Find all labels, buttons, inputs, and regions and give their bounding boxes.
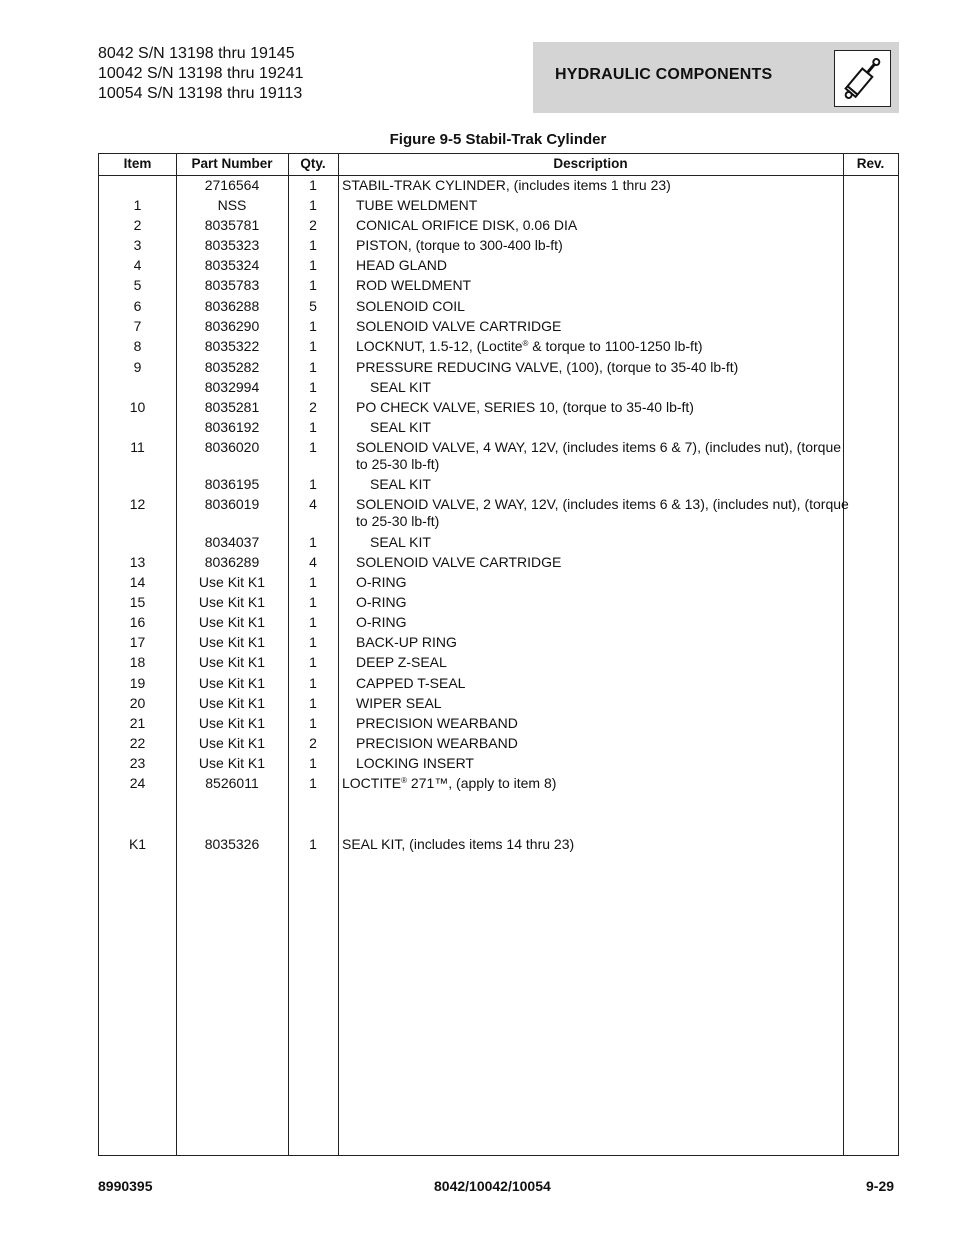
- description-text-cont: & torque to 1100-1250 lb-ft): [528, 338, 703, 354]
- quantity: 2: [309, 735, 317, 751]
- part-number: 8036288: [204, 298, 260, 314]
- item-number: 14: [129, 574, 146, 590]
- item-number: 4: [133, 257, 142, 273]
- item-number: 24: [129, 775, 146, 791]
- description-text: SEAL KIT, (includes items 14 thru 23): [342, 836, 575, 852]
- column-header-part-number: Part Number: [191, 156, 273, 171]
- quantity: 1: [309, 197, 317, 213]
- description: [370, 476, 865, 493]
- quantity: 1: [309, 379, 317, 395]
- item-number: 21: [129, 715, 146, 731]
- item-number: 10: [129, 399, 146, 415]
- quantity: 4: [309, 554, 317, 570]
- description: [356, 318, 851, 335]
- part-number: 2716564: [204, 177, 260, 193]
- description-text: PISTON, (torque to 300-400 lb-ft): [356, 237, 563, 253]
- part-number: 8036290: [204, 318, 260, 334]
- column-header-qty: Qty.: [300, 156, 326, 171]
- description-text: SOLENOID VALVE CARTRIDGE: [356, 318, 562, 334]
- item-number: 2: [133, 217, 142, 233]
- description-text: ROD WELDMENT: [356, 277, 472, 293]
- part-number: Use Kit K1: [198, 755, 266, 771]
- model-serial-line: 10054 S/N 13198 thru 19113: [98, 85, 303, 102]
- item-number: 20: [129, 695, 146, 711]
- description: [370, 534, 865, 551]
- item-number: 3: [133, 237, 142, 253]
- item-number: 23: [129, 755, 146, 771]
- footer-doc-number: 8990395: [98, 1178, 153, 1194]
- description: [356, 574, 851, 591]
- quantity: 1: [309, 419, 317, 435]
- quantity: 1: [309, 257, 317, 273]
- part-number: 8526011: [205, 775, 259, 791]
- column-divider: [338, 154, 339, 1155]
- quantity: 1: [309, 715, 317, 731]
- item-number: 1: [133, 197, 142, 213]
- description-text: CONICAL ORIFICE DISK, 0.06 DIA: [356, 217, 578, 233]
- quantity: 1: [309, 439, 317, 455]
- section-header: [533, 42, 899, 113]
- quantity: 1: [309, 695, 317, 711]
- description-text: SOLENOID VALVE, 2 WAY, 12V, (includes items 6 & 13), (includes nut), (torque to 25-30 lb-ft): [356, 496, 853, 529]
- part-number: 8036192: [204, 419, 260, 435]
- part-number: Use Kit K1: [198, 695, 266, 711]
- description-text: LOCTITE: [342, 775, 402, 791]
- part-number: 8036020: [204, 439, 260, 455]
- description: [356, 695, 851, 712]
- quantity: 1: [309, 634, 317, 650]
- part-number: Use Kit K1: [198, 574, 266, 590]
- part-number: 8036289: [204, 554, 260, 570]
- item-number: 12: [129, 496, 146, 512]
- column-header-item: Item: [123, 156, 152, 171]
- description: [356, 439, 851, 473]
- description: [356, 496, 851, 530]
- part-number: 8035324: [204, 257, 260, 273]
- quantity: 2: [309, 217, 317, 233]
- quantity: 4: [309, 496, 317, 512]
- description-text-cont: 271™, (apply to item 8): [407, 775, 557, 791]
- description: [356, 298, 851, 315]
- description-text: SOLENOID VALVE CARTRIDGE: [356, 554, 562, 570]
- registered-mark: ®: [522, 339, 529, 348]
- quantity: 5: [309, 298, 317, 314]
- description-text: PRECISION WEARBAND: [356, 735, 518, 751]
- description-text: PO CHECK VALVE, SERIES 10, (torque to 35-40 lb-ft): [356, 399, 694, 415]
- quantity: 1: [309, 277, 317, 293]
- description: [370, 379, 865, 396]
- item-number: 5: [133, 277, 142, 293]
- item-number: 16: [129, 614, 146, 630]
- description: [342, 775, 837, 792]
- description-text: HEAD GLAND: [356, 257, 448, 273]
- part-number: 8036019: [204, 496, 260, 512]
- item-number: 7: [133, 318, 142, 334]
- description: [356, 675, 851, 692]
- description: [356, 735, 851, 752]
- description-text: SEAL KIT: [370, 419, 431, 435]
- description: [356, 277, 851, 294]
- description: [370, 419, 865, 436]
- description-text: SOLENOID VALVE, 4 WAY, 12V, (includes items 6 & 7), (includes nut), (torque to 25-30 lb-ft): [356, 439, 845, 472]
- description-text: O-RING: [356, 574, 407, 590]
- description-text: TUBE WELDMENT: [356, 197, 478, 213]
- quantity: 1: [309, 654, 317, 670]
- part-number: Use Kit K1: [198, 594, 266, 610]
- quantity: 1: [309, 594, 317, 610]
- description: [356, 654, 851, 671]
- description-text: DEEP Z-SEAL: [356, 654, 447, 670]
- part-number: 8035322: [204, 338, 260, 354]
- item-number: 22: [129, 735, 146, 751]
- hydraulic-cylinder-icon: [834, 50, 891, 107]
- description: [342, 177, 837, 194]
- item-number: 13: [129, 554, 146, 570]
- item-number: K1: [128, 836, 147, 852]
- part-number: 8035326: [204, 836, 260, 852]
- item-number: 19: [129, 675, 146, 691]
- quantity: 1: [309, 574, 317, 590]
- quantity: 1: [309, 675, 317, 691]
- description: [356, 338, 851, 355]
- quantity: 1: [309, 476, 317, 492]
- part-number: Use Kit K1: [198, 715, 266, 731]
- description-text: LOCKNUT, 1.5-12, (Loctite: [356, 338, 523, 354]
- part-number: 8036195: [204, 476, 260, 492]
- item-number: 18: [129, 654, 146, 670]
- description-text: SEAL KIT: [370, 476, 431, 492]
- description-text: O-RING: [356, 614, 407, 630]
- parts-table: [98, 153, 899, 1156]
- item-number: 9: [133, 359, 142, 375]
- description: [356, 554, 851, 571]
- header-divider: [99, 175, 898, 176]
- quantity: 1: [309, 237, 317, 253]
- description-text: O-RING: [356, 594, 407, 610]
- quantity: 1: [309, 318, 317, 334]
- item-number: 15: [129, 594, 146, 610]
- description: [356, 614, 851, 631]
- item-number: 8: [133, 338, 142, 354]
- description-text: SOLENOID COIL: [356, 298, 465, 314]
- part-number: 8035323: [204, 237, 260, 253]
- description: [356, 237, 851, 254]
- description: [342, 836, 837, 853]
- part-number: 8035783: [204, 277, 260, 293]
- quantity: 1: [309, 755, 317, 771]
- part-number: 8034037: [204, 534, 260, 550]
- column-header-description: Description: [553, 156, 628, 171]
- item-number: 11: [130, 439, 145, 455]
- item-number: 6: [133, 298, 142, 314]
- figure-title: Figure 9-5 Stabil-Trak Cylinder: [389, 131, 607, 148]
- quantity: 1: [309, 836, 317, 852]
- description: [356, 257, 851, 274]
- footer-page-number: 9-29: [866, 1178, 895, 1194]
- description: [356, 217, 851, 234]
- part-number: Use Kit K1: [198, 735, 266, 751]
- description-text: STABIL-TRAK CYLINDER, (includes items 1 thru 23): [342, 177, 671, 193]
- part-number: Use Kit K1: [198, 675, 266, 691]
- description-text: PRECISION WEARBAND: [356, 715, 518, 731]
- model-serial-line: 8042 S/N 13198 thru 19145: [98, 45, 295, 62]
- part-number: Use Kit K1: [198, 654, 266, 670]
- description: [356, 197, 851, 214]
- quantity: 1: [309, 534, 317, 550]
- description-text: CAPPED T-SEAL: [356, 675, 466, 691]
- model-serial-line: 10042 S/N 13198 thru 19241: [98, 65, 304, 82]
- description-text: SEAL KIT: [370, 379, 431, 395]
- part-number: Use Kit K1: [198, 614, 266, 630]
- part-number: 8035282: [204, 359, 260, 375]
- description: [356, 634, 851, 651]
- part-number: Use Kit K1: [198, 634, 266, 650]
- part-number: 8035781: [204, 217, 260, 233]
- description-text: PRESSURE REDUCING VALVE, (100), (torque to 35-40 lb-ft): [356, 359, 739, 375]
- column-header-rev: Rev.: [856, 156, 885, 171]
- description-text: BACK-UP RING: [356, 634, 457, 650]
- quantity: 1: [309, 177, 317, 193]
- description: [356, 399, 851, 416]
- section-title: HYDRAULIC COMPONENTS: [555, 66, 773, 83]
- quantity: 1: [309, 614, 317, 630]
- description: [356, 359, 851, 376]
- quantity: 1: [309, 359, 317, 375]
- quantity: 1: [309, 775, 317, 791]
- part-number: NSS: [217, 197, 247, 213]
- footer-models: 8042/10042/10054: [434, 1178, 551, 1194]
- quantity: 2: [309, 399, 317, 415]
- description: [356, 755, 851, 772]
- description-text: SEAL KIT: [370, 534, 431, 550]
- description: [356, 715, 851, 732]
- description-text: LOCKING INSERT: [356, 755, 474, 771]
- model-serial-list: [98, 44, 304, 104]
- quantity: 1: [309, 338, 317, 354]
- description: [356, 594, 851, 611]
- part-number: 8032994: [204, 379, 260, 395]
- registered-mark: ®: [401, 776, 408, 785]
- description-text: WIPER SEAL: [356, 695, 442, 711]
- item-number: 17: [129, 634, 146, 650]
- part-number: 8035281: [204, 399, 260, 415]
